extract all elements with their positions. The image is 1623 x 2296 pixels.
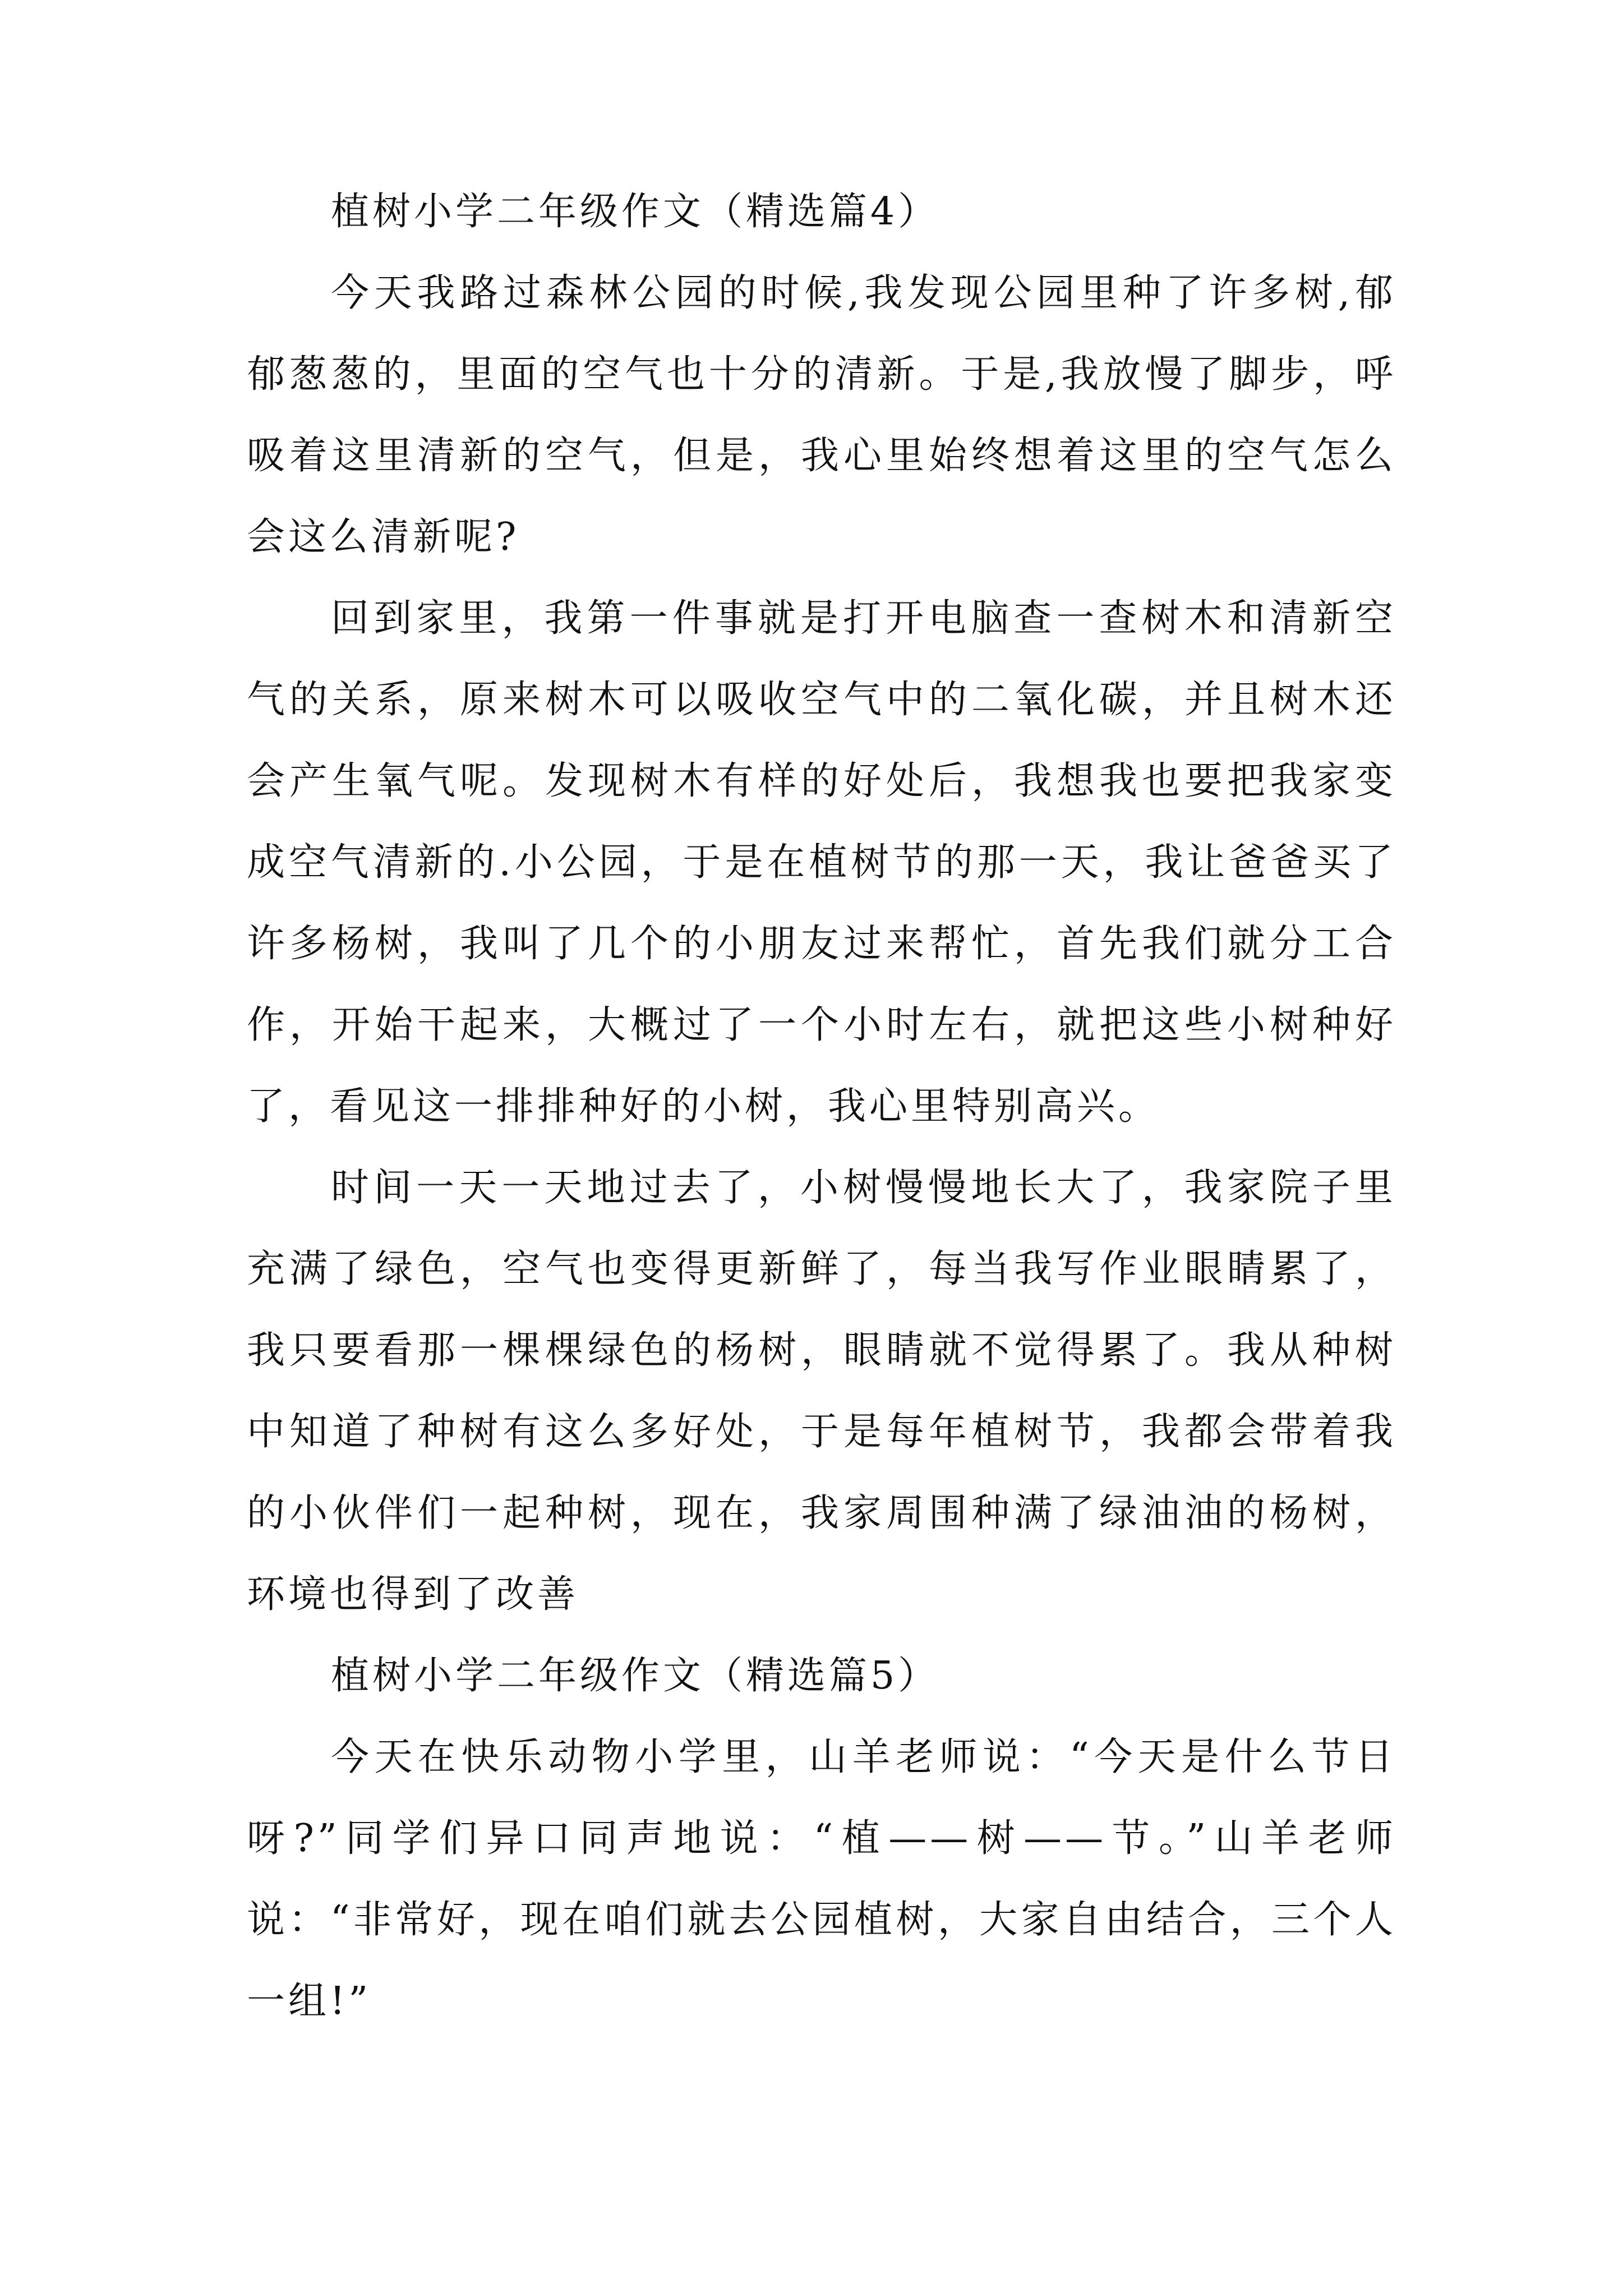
document-body — [247, 171, 1396, 2042]
paragraph: 时间一天一天地过去了，小树慢慢地长大了，我家院子里充满了绿色，空气也变得更新鲜了，每当我写作业眼睛累了，我只要看那一棵棵绿色的杨树，眼睛就不觉得累了。我从种树中知道了种树有这么多好处，于是每年植树节，我都会带着我的小伙伴们一起种树，现在，我家周围种满了绿油油的杨树，环境也得到了改善 — [247, 1166, 1396, 1617]
paragraph: 回到家里，我第一件事就是打开电脑查一查树木和清新空气的关系，原来树木可以吸收空气中的二氧化碳，并且树木还会产生氧气呢。发现树木有样的好处后，我想我也要把我家变成空气清新的.小公园，于是在植树节的那一天，我让爸爸买了许多杨树，我叫了几个的小朋友过来帮忙，首先我们就分工合作，开始干起来，大概过了一个小时左右，就把这些小树种好了，看见这一排排种好的小树，我心里特别高兴。 — [247, 596, 1396, 1129]
section-heading-5: 植树小学二年级作文（精选篇5） — [331, 1654, 940, 1698]
paragraph: 今天在快乐动物小学里，山羊老师说：“今天是什么节日呀?”同学们异口同声地说：“植——树——节。”山羊老师说：“非常好，现在咱们就去公园植树，大家自由结合，三个人一组!” — [247, 1735, 1396, 2023]
section-heading-4: 植树小学二年级作文（精选篇4） — [331, 190, 940, 234]
paragraph: 今天我路过森林公园的时候,我发现公园里种了许多树,郁郁葱葱的，里面的空气也十分的清新。于是,我放慢了脚步，呼吸着这里清新的空气，但是，我心里始终想着这里的空气怎么会这么清新呢? — [247, 271, 1396, 559]
